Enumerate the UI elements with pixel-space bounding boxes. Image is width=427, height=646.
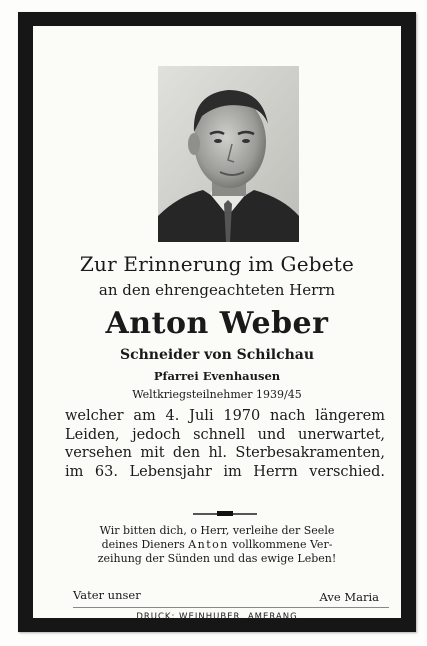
prayer-line: Wir bitten dich, o Herr, verleihe der Seele <box>99 524 335 537</box>
footer-vater-unser: Vater unser <box>73 588 141 602</box>
portrait-photo <box>158 66 299 242</box>
portrait-image <box>158 66 299 242</box>
card-inner <box>33 26 401 622</box>
obituary-line: welcher am 4. Juli 1970 nach längerem <box>65 408 385 424</box>
card-title: Zur Erinnerung im Gebete <box>79 252 355 276</box>
prayer-line: zeihung der Sünden und das ewige Leben! <box>97 552 337 565</box>
parish-label: Pfarrei Evenhausen <box>153 369 281 383</box>
obituary-text <box>65 407 385 481</box>
footer-ave-maria: Ave Maria <box>319 590 379 604</box>
prayer-line <box>33 538 401 552</box>
printer-rule <box>73 607 389 608</box>
obituary-line: im 63. Lebensjahr im Herrn verschied. <box>65 463 385 480</box>
prayer-name: Anton <box>188 538 229 551</box>
card-subtitle: an den ehrengeachteten Herrn <box>98 281 336 299</box>
prayer-text-part: vollkommene Ver- <box>228 538 333 551</box>
ornament-divider <box>193 513 257 515</box>
prayer-text-part: deines Dieners <box>101 538 189 551</box>
war-veteran-note: Weltkriegsteilnehmer 1939/45 <box>132 388 302 401</box>
obituary-line: versehen mit den hl. Sterbesakramenten, <box>65 445 385 461</box>
memorial-card <box>18 12 416 632</box>
divider-mark <box>217 511 233 516</box>
deceased-trade: Schneider von Schilchau <box>119 347 315 363</box>
printer-credit: DRUCK: WEINHUBER, AMERANG <box>136 612 298 622</box>
obituary-line: Leiden, jedoch schnell und unerwartet, <box>65 426 385 443</box>
prayer-text <box>33 524 401 566</box>
deceased-name: Anton Weber <box>105 306 329 341</box>
